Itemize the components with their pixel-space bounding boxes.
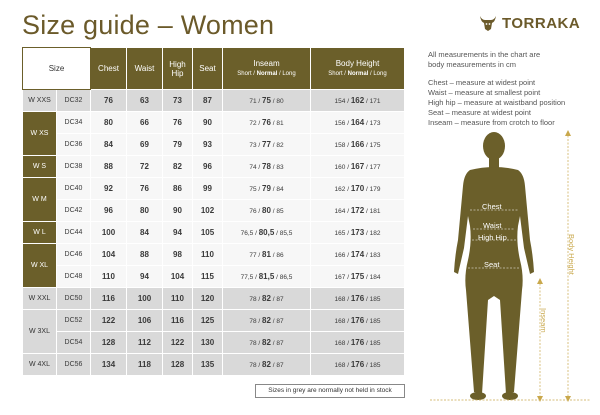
- seat-cell: 120: [193, 288, 223, 310]
- waist-cell: 94: [127, 266, 163, 288]
- header-seat: Seat: [193, 48, 223, 90]
- inseam-cell: 77,5 / 81,5 / 86,5: [223, 266, 311, 288]
- chest-cell: 116: [91, 288, 127, 310]
- inseam-cell: 78 / 82 / 87: [223, 288, 311, 310]
- body-height-cell: 167 / 175 / 184: [311, 266, 405, 288]
- waist-cell: 76: [127, 178, 163, 200]
- body-height-cell: 160 / 167 / 177: [311, 156, 405, 178]
- dc-size-cell: DC42: [57, 200, 91, 222]
- waist-cell: 66: [127, 112, 163, 134]
- table-row: [23, 156, 405, 178]
- seat-cell: 90: [193, 112, 223, 134]
- body-height-cell: 166 / 174 / 183: [311, 244, 405, 266]
- high-hip-cell: 110: [163, 288, 193, 310]
- chest-cell: 104: [91, 244, 127, 266]
- table-row: [23, 266, 405, 288]
- seat-cell: 93: [193, 134, 223, 156]
- table-row: [23, 200, 405, 222]
- size-group-label: W S: [23, 156, 57, 178]
- body-height-cell: 162 / 170 / 179: [311, 178, 405, 200]
- figure-label-chest: Chest: [482, 202, 502, 211]
- inseam-cell: 78 / 82 / 87: [223, 354, 311, 376]
- high-hip-cell: 122: [163, 332, 193, 354]
- table-row: [23, 222, 405, 244]
- inseam-cell: 76 / 80 / 85: [223, 200, 311, 222]
- seat-cell: 99: [193, 178, 223, 200]
- seat-cell: 115: [193, 266, 223, 288]
- header-size: Size: [23, 48, 91, 90]
- size-group-label: W XXL: [23, 288, 57, 310]
- inseam-cell: 74 / 78 / 83: [223, 156, 311, 178]
- high-hip-cell: 82: [163, 156, 193, 178]
- waist-cell: 118: [127, 354, 163, 376]
- high-hip-cell: 86: [163, 178, 193, 200]
- dc-size-cell: DC46: [57, 244, 91, 266]
- high-hip-cell: 104: [163, 266, 193, 288]
- body-height-cell: 156 / 164 / 173: [311, 112, 405, 134]
- waist-cell: 100: [127, 288, 163, 310]
- inseam-cell: 73 / 77 / 82: [223, 134, 311, 156]
- table-row: [23, 90, 405, 112]
- body-height-cell: 154 / 162 / 171: [311, 90, 405, 112]
- high-hip-cell: 94: [163, 222, 193, 244]
- header-body-height: Body Height Short / Normal / Long: [311, 48, 405, 90]
- seat-cell: 130: [193, 332, 223, 354]
- high-hip-cell: 76: [163, 112, 193, 134]
- note-seat: Seat – measure at widest point: [428, 108, 531, 117]
- waist-cell: 112: [127, 332, 163, 354]
- brand-name: TORRAKA: [502, 14, 581, 32]
- body-height-cell: 164 / 172 / 181: [311, 200, 405, 222]
- figure-label-high-hip: High Hip: [478, 233, 507, 242]
- high-hip-cell: 128: [163, 354, 193, 376]
- dc-size-cell: DC38: [57, 156, 91, 178]
- size-group-label: W XS: [23, 112, 57, 156]
- waist-cell: 69: [127, 134, 163, 156]
- figure-label-inseam: Inseam: [539, 308, 548, 333]
- seat-cell: 105: [193, 222, 223, 244]
- size-group-label: W XL: [23, 244, 57, 288]
- body-height-cell: 165 / 173 / 182: [311, 222, 405, 244]
- waist-cell: 63: [127, 90, 163, 112]
- header-waist: Waist: [127, 48, 163, 90]
- chest-cell: 80: [91, 112, 127, 134]
- table-row: [23, 178, 405, 200]
- chest-cell: 92: [91, 178, 127, 200]
- dc-size-cell: DC36: [57, 134, 91, 156]
- inseam-cell: 75 / 79 / 84: [223, 178, 311, 200]
- table-row: [23, 310, 405, 332]
- figure-label-seat: Seat: [484, 260, 500, 269]
- high-hip-cell: 73: [163, 90, 193, 112]
- dc-size-cell: DC56: [57, 354, 91, 376]
- size-group-label: W XXS: [23, 90, 57, 112]
- dc-size-cell: DC54: [57, 332, 91, 354]
- waist-cell: 72: [127, 156, 163, 178]
- figure-label-waist: Waist: [483, 221, 502, 230]
- header-inseam: Inseam Short / Normal / Long: [223, 48, 311, 90]
- table-row: [23, 288, 405, 310]
- table-row: [23, 354, 405, 376]
- high-hip-cell: 90: [163, 200, 193, 222]
- inseam-cell: 77 / 81 / 86: [223, 244, 311, 266]
- waist-cell: 88: [127, 244, 163, 266]
- measurement-notes: [428, 50, 596, 128]
- seat-cell: 125: [193, 310, 223, 332]
- inseam-cell: 71 / 75 / 80: [223, 90, 311, 112]
- dc-size-cell: DC50: [57, 288, 91, 310]
- chest-cell: 96: [91, 200, 127, 222]
- inseam-cell: 78 / 82 / 87: [223, 332, 311, 354]
- body-figure: [430, 130, 596, 408]
- dc-size-cell: DC44: [57, 222, 91, 244]
- chest-cell: 122: [91, 310, 127, 332]
- note-chest: Chest – measure at widest point: [428, 78, 536, 87]
- brand-logo: [478, 14, 580, 32]
- inseam-cell: 78 / 82 / 87: [223, 310, 311, 332]
- waist-cell: 80: [127, 200, 163, 222]
- notes-intro-1: All measurements in the chart are: [428, 50, 541, 59]
- size-group-label: W 4XL: [23, 354, 57, 376]
- size-table: [22, 47, 405, 376]
- table-row: [23, 244, 405, 266]
- size-group-label: W L: [23, 222, 57, 244]
- chest-cell: 88: [91, 156, 127, 178]
- table-row: [23, 332, 405, 354]
- chest-cell: 134: [91, 354, 127, 376]
- dc-size-cell: DC52: [57, 310, 91, 332]
- waist-cell: 106: [127, 310, 163, 332]
- table-row: [23, 112, 405, 134]
- body-height-cell: 168 / 176 / 185: [311, 354, 405, 376]
- page-title: Size guide – Women: [22, 10, 275, 40]
- body-height-cell: 168 / 176 / 185: [311, 288, 405, 310]
- figure-label-body-height: Body Height: [567, 234, 576, 275]
- table-row: [23, 134, 405, 156]
- size-table-body: [23, 90, 405, 376]
- chest-cell: 100: [91, 222, 127, 244]
- inseam-cell: 72 / 76 / 81: [223, 112, 311, 134]
- notes-intro-2: body measurements in cm: [428, 60, 516, 69]
- waist-cell: 84: [127, 222, 163, 244]
- size-group-label: W 3XL: [23, 310, 57, 354]
- high-hip-cell: 98: [163, 244, 193, 266]
- chest-cell: 110: [91, 266, 127, 288]
- high-hip-cell: 116: [163, 310, 193, 332]
- chest-cell: 76: [91, 90, 127, 112]
- chest-cell: 84: [91, 134, 127, 156]
- dc-size-cell: DC32: [57, 90, 91, 112]
- dc-size-cell: DC40: [57, 178, 91, 200]
- chest-cell: 128: [91, 332, 127, 354]
- seat-cell: 96: [193, 156, 223, 178]
- note-high-hip: High hip – measure at waistband position: [428, 98, 566, 107]
- dc-size-cell: DC48: [57, 266, 91, 288]
- footnote: Sizes in grey are normally not held in stock: [255, 384, 405, 398]
- dc-size-cell: DC34: [57, 112, 91, 134]
- note-waist: Waist – measure at smallest point: [428, 88, 541, 97]
- seat-cell: 102: [193, 200, 223, 222]
- body-height-cell: 158 / 166 / 175: [311, 134, 405, 156]
- note-inseam: Inseam – measure from crotch to floor: [428, 118, 555, 127]
- inseam-cell: 76,5 / 80,5 / 85,5: [223, 222, 311, 244]
- body-height-cell: 168 / 176 / 185: [311, 310, 405, 332]
- body-height-cell: 168 / 176 / 185: [311, 332, 405, 354]
- bull-head-icon: [478, 14, 498, 32]
- seat-cell: 135: [193, 354, 223, 376]
- seat-cell: 87: [193, 90, 223, 112]
- size-group-label: W M: [23, 178, 57, 222]
- header-chest: Chest: [91, 48, 127, 90]
- high-hip-cell: 79: [163, 134, 193, 156]
- seat-cell: 110: [193, 244, 223, 266]
- header-high-hip: High Hip: [163, 48, 193, 90]
